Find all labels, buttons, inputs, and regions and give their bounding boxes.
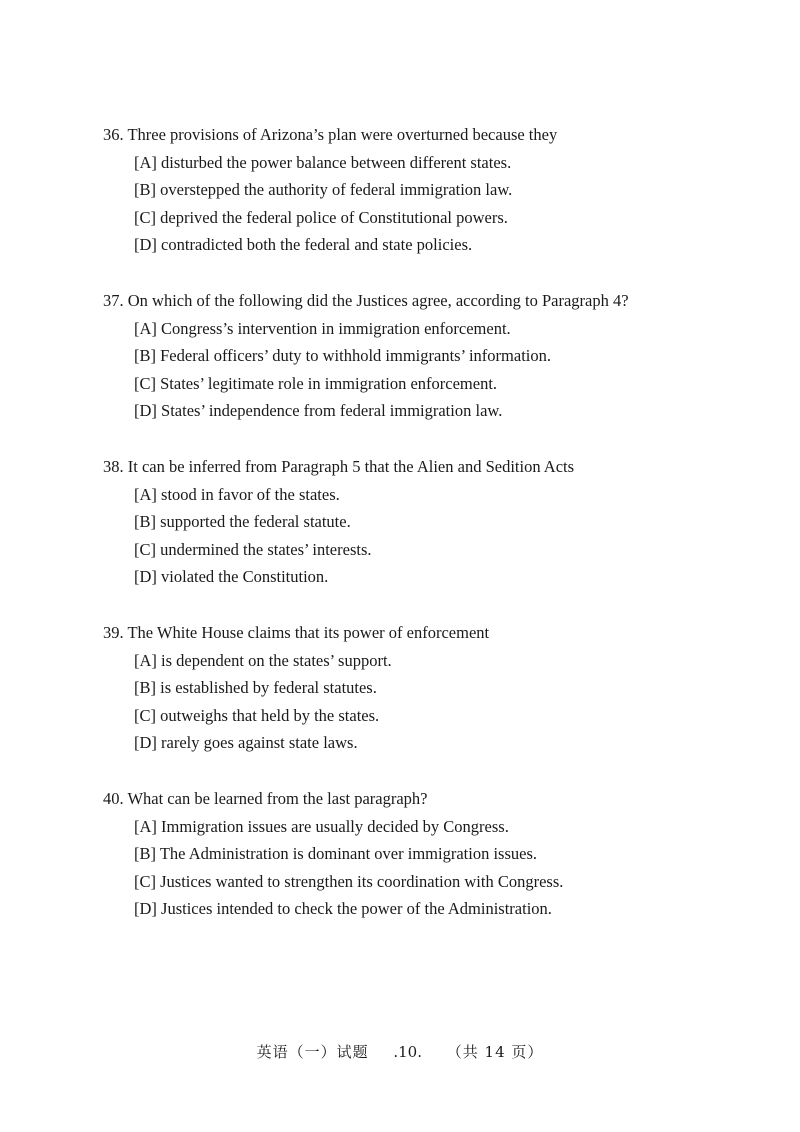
option-a: [A] disturbed the power balance between different states.: [134, 152, 512, 172]
page-number: .10.: [393, 1043, 422, 1061]
option-c: [C] States’ legitimate role in immigration enforcement.: [134, 373, 498, 393]
option-a: [A] is dependent on the states’ support.: [134, 650, 392, 670]
option-c: [C] undermined the states’ interests.: [134, 539, 372, 559]
question-38: [103, 457, 743, 595]
option-a: [A] stood in favor of the states.: [134, 484, 340, 504]
option-d: [D] contradicted both the federal and state policies.: [134, 235, 473, 254]
exam-title: 英语（一）试题: [256, 1043, 369, 1061]
option-b: [B] supported the federal statute.: [134, 512, 351, 531]
question-stem: 37. On which of the following did the Justices agree, according to Paragraph 4?: [103, 291, 629, 310]
question-36: [103, 125, 743, 263]
question-40: [103, 789, 743, 927]
question-stem: 39. The White House claims that its power of enforcement: [103, 623, 490, 642]
option-b: [B] The Administration is dominant over immigration issues.: [134, 844, 537, 863]
total-pages: （共 14 页）: [446, 1043, 544, 1061]
option-b: [B] Federal officers’ duty to withhold immigrants’ information.: [134, 346, 551, 365]
option-a: [A] Congress’s intervention in immigration enforcement.: [134, 318, 511, 338]
question-stem: 36. Three provisions of Arizona’s plan were overturned because they: [103, 125, 558, 144]
option-b: [B] overstepped the authority of federal immigration law.: [134, 180, 513, 199]
option-b: [B] is established by federal statutes.: [134, 678, 377, 697]
option-d: [D] States’ independence from federal immigration law.: [134, 401, 503, 420]
option-d: [D] violated the Constitution.: [134, 567, 329, 586]
question-stem: 40. What can be learned from the last paragraph?: [103, 789, 428, 808]
question-37: [103, 291, 743, 429]
option-a: [A] Immigration issues are usually decided by Congress.: [134, 816, 509, 836]
question-stem: 38. It can be inferred from Paragraph 5 that the Alien and Sedition Acts: [103, 457, 575, 476]
option-d: [D] Justices intended to check the power of the Administration.: [134, 899, 552, 918]
page-footer: [0, 1042, 800, 1062]
option-c: [C] deprived the federal police of Constitutional powers.: [134, 207, 508, 227]
option-c: [C] Justices wanted to strengthen its coordination with Congress.: [134, 871, 564, 891]
question-39: [103, 623, 743, 761]
option-d: [D] rarely goes against state laws.: [134, 733, 358, 752]
option-c: [C] outweighs that held by the states.: [134, 705, 380, 725]
